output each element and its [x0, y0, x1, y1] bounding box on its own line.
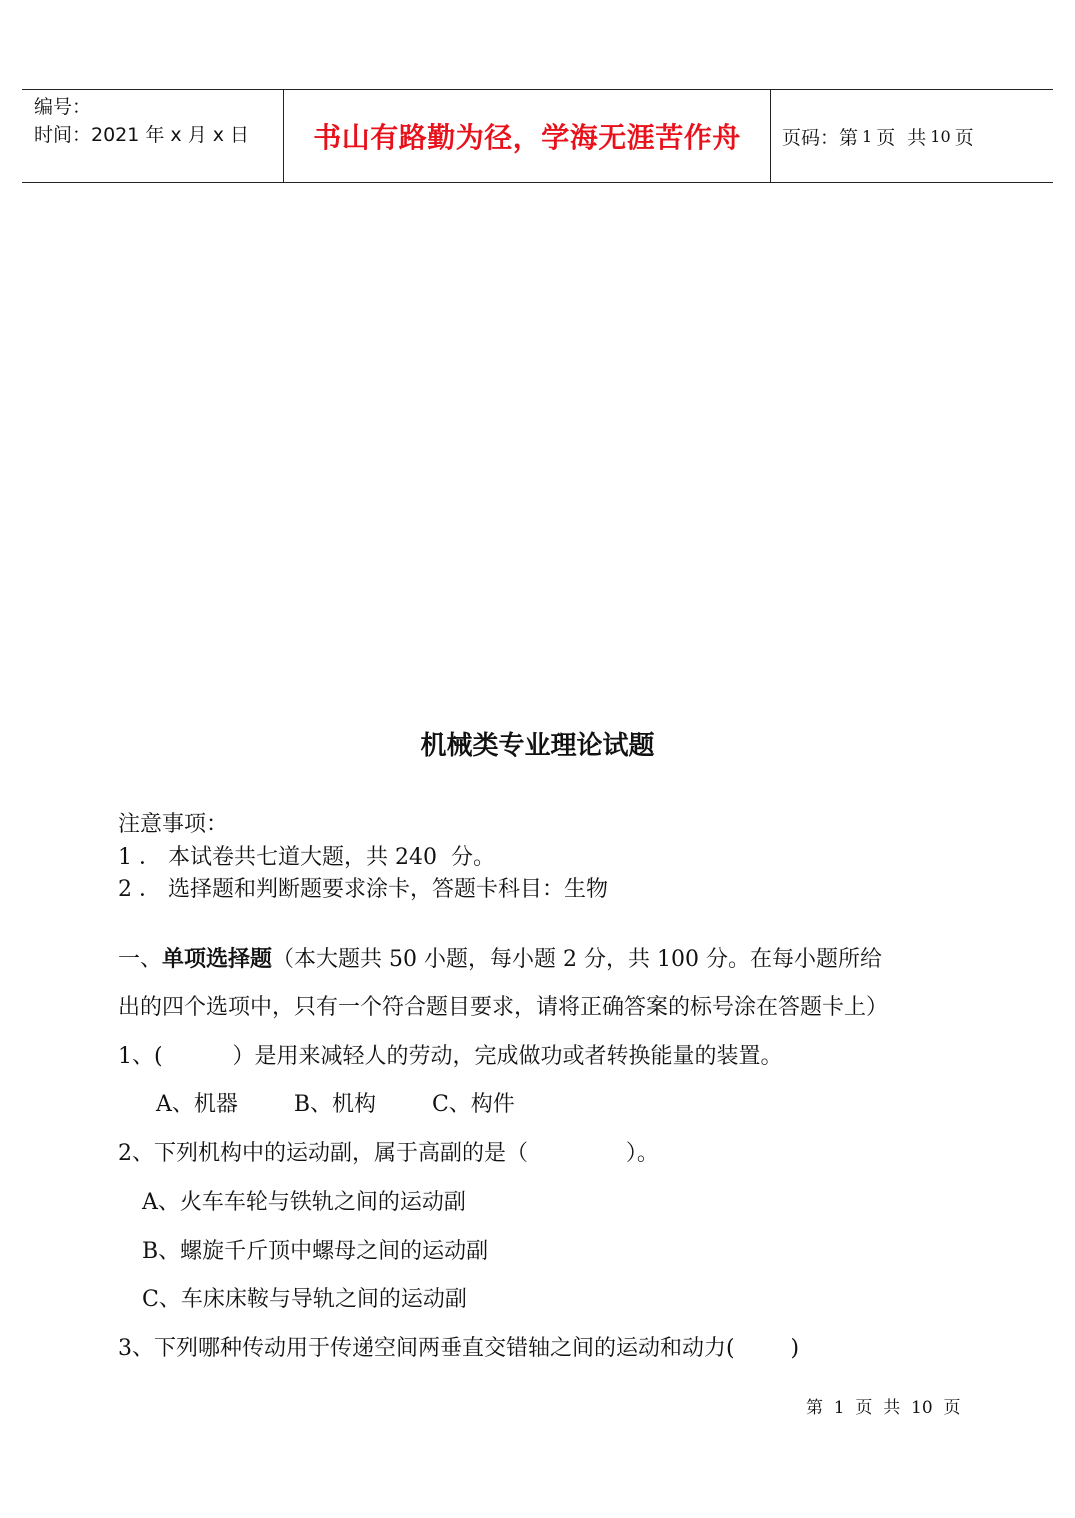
section-desc-line2: 出的四个选项中，只有一个符合题目要求，请将正确答案的标号涂在答题卡上）	[118, 995, 889, 1020]
header-meta	[22, 90, 284, 182]
question-1-options: A、机器 B、机构 C、构件	[156, 1092, 515, 1117]
time-label: 时间：2021 年 x 月 x 日	[34, 124, 250, 146]
page-suffix: 页	[954, 126, 974, 149]
note-item-2: 2 ． 选择题和判断题要求涂卡，答题卡科目：生物	[118, 877, 608, 902]
question-2-option-c: C、车床床鞍与导轨之间的运动副	[142, 1287, 467, 1312]
question-1-stem: 1、( ）是用来减轻人的劳动，完成做功或者转换能量的装置。	[118, 1044, 783, 1069]
page-footer: 第 1 页 共 10 页	[806, 1398, 961, 1418]
question-2-option-a: A、火车车轮与铁轨之间的运动副	[142, 1190, 466, 1215]
page-label-prefix: 页码：第	[782, 126, 859, 149]
note-item-1: 1 ． 本试卷共七道大题，共 240 分。	[118, 845, 495, 870]
question-2-stem: 2、下列机构中的运动副，属于高副的是（ ）。	[118, 1141, 659, 1166]
page-current: 1	[862, 126, 873, 146]
page-total: 10	[930, 126, 951, 146]
section-desc-line1: （本大题共 50 小题，每小题 2 分，共 100 分。在每小题所给	[272, 947, 882, 972]
page-header	[22, 89, 1053, 183]
header-page-info	[771, 90, 1053, 182]
section-name: 单项选择题	[162, 947, 273, 972]
document-title: 机械类专业理论试题	[420, 731, 655, 761]
page-mid: 页 共	[876, 126, 927, 149]
section-heading	[118, 942, 882, 973]
header-motto: 书山有路勤为径，学海无涯苦作舟	[284, 90, 771, 182]
number-label: 编号：	[34, 96, 92, 118]
question-2-option-b: B、螺旋千斤顶中螺母之间的运动副	[142, 1239, 489, 1264]
section-prefix: 一、	[118, 947, 163, 972]
question-3-stem: 3、下列哪种传动用于传递空间两垂直交错轴之间的运动和动力( )	[118, 1336, 800, 1361]
notes-heading: 注意事项：	[118, 812, 229, 837]
